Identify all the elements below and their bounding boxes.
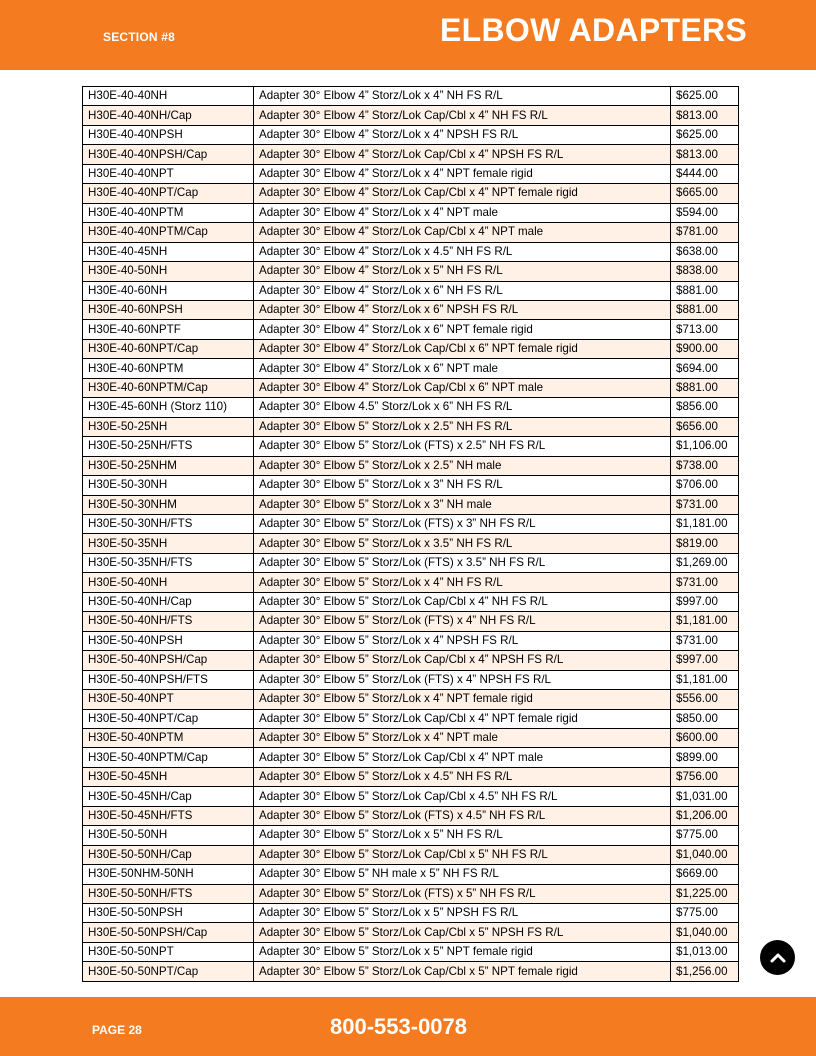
table-row [83, 164, 739, 183]
part-number-cell: H30E-50-50NPSH/Cap [83, 923, 254, 942]
description-cell: Adapter 30° Elbow 5” Storz/Lok x 4” NH FS R/L [254, 573, 671, 592]
description-cell: Adapter 30° Elbow 5” Storz/Lok Cap/Cbl x 4” NPT female rigid [254, 709, 671, 728]
part-number-cell: H30E-50NHM-50NH [83, 865, 254, 884]
price-cell: $781.00 [671, 223, 739, 242]
price-cell: $813.00 [671, 145, 739, 164]
price-cell: $881.00 [671, 300, 739, 319]
table-row [83, 865, 739, 884]
description-cell: Adapter 30° Elbow 5” Storz/Lok x 3” NH FS R/L [254, 476, 671, 495]
part-number-cell: H30E-45-60NH (Storz 110) [83, 398, 254, 417]
description-cell: Adapter 30° Elbow 4” Storz/Lok Cap/Cbl x 4” NPT female rigid [254, 184, 671, 203]
part-number-cell: H30E-50-25NHM [83, 456, 254, 475]
price-cell: $1,269.00 [671, 553, 739, 572]
description-cell: Adapter 30° Elbow 5” Storz/Lok x 4” NPSH FS R/L [254, 631, 671, 650]
price-cell: $669.00 [671, 865, 739, 884]
part-number-cell: H30E-50-50NH/FTS [83, 884, 254, 903]
part-number-cell: H30E-40-60NPT/Cap [83, 339, 254, 358]
price-cell: $838.00 [671, 262, 739, 281]
part-number-cell: H30E-40-40NPT/Cap [83, 184, 254, 203]
price-table-body [83, 87, 739, 982]
price-cell: $594.00 [671, 203, 739, 222]
price-cell: $1,040.00 [671, 845, 739, 864]
description-cell: Adapter 30° Elbow 4” Storz/Lok x 4” NH FS R/L [254, 87, 671, 106]
part-number-cell: H30E-50-35NH/FTS [83, 553, 254, 572]
description-cell: Adapter 30° Elbow 5” Storz/Lok Cap/Cbl x 4” NPT male [254, 748, 671, 767]
description-cell: Adapter 30° Elbow 5” Storz/Lok Cap/Cbl x 5” NH FS R/L [254, 845, 671, 864]
table-row [83, 514, 739, 533]
price-cell: $600.00 [671, 728, 739, 747]
description-cell: Adapter 30° Elbow 4” Storz/Lok x 4” NPT female rigid [254, 164, 671, 183]
part-number-cell: H30E-50-40NH [83, 573, 254, 592]
description-cell: Adapter 30° Elbow 5” Storz/Lok x 4” NPT male [254, 728, 671, 747]
table-row [83, 534, 739, 553]
part-number-cell: H30E-50-45NH [83, 767, 254, 786]
price-cell: $731.00 [671, 631, 739, 650]
price-cell: $997.00 [671, 592, 739, 611]
table-row [83, 476, 739, 495]
table-row [83, 553, 739, 572]
table-row [83, 242, 739, 261]
part-number-cell: H30E-50-45NH/Cap [83, 787, 254, 806]
price-cell: $1,181.00 [671, 514, 739, 533]
price-cell: $1,040.00 [671, 923, 739, 942]
part-number-cell: H30E-40-40NPSH/Cap [83, 145, 254, 164]
description-cell: Adapter 30° Elbow 5” Storz/Lok (FTS) x 3” NH FS R/L [254, 514, 671, 533]
table-row [83, 573, 739, 592]
part-number-cell: H30E-50-40NPTM/Cap [83, 748, 254, 767]
part-number-cell: H30E-50-50NPSH [83, 904, 254, 923]
scroll-to-top-button[interactable] [760, 940, 795, 975]
price-cell: $819.00 [671, 534, 739, 553]
table-row [83, 184, 739, 203]
price-table-container [82, 86, 739, 982]
description-cell: Adapter 30° Elbow 4” Storz/Lok Cap/Cbl x 4” NPT male [254, 223, 671, 242]
part-number-cell: H30E-50-50NPT [83, 942, 254, 961]
price-cell: $625.00 [671, 87, 739, 106]
page-footer [0, 997, 816, 1056]
part-number-cell: H30E-40-40NPTM/Cap [83, 223, 254, 242]
table-row [83, 398, 739, 417]
description-cell: Adapter 30° Elbow 5” Storz/Lok x 5” NPT female rigid [254, 942, 671, 961]
section-label: SECTION #8 [103, 30, 176, 44]
table-row [83, 592, 739, 611]
description-cell: Adapter 30° Elbow 5” Storz/Lok x 2.5” NH male [254, 456, 671, 475]
description-cell: Adapter 30° Elbow 5” Storz/Lok (FTS) x 4.5” NH FS R/L [254, 806, 671, 825]
description-cell: Adapter 30° Elbow 5” Storz/Lok (FTS) x 2.5” NH FS R/L [254, 437, 671, 456]
part-number-cell: H30E-50-30NHM [83, 495, 254, 514]
description-cell: Adapter 30° Elbow 4.5” Storz/Lok x 6” NH FS R/L [254, 398, 671, 417]
price-cell: $706.00 [671, 476, 739, 495]
table-row [83, 203, 739, 222]
price-cell: $775.00 [671, 904, 739, 923]
price-cell: $1,256.00 [671, 962, 739, 981]
part-number-cell: H30E-50-40NH/FTS [83, 612, 254, 631]
table-row [83, 845, 739, 864]
part-number-cell: H30E-50-30NH [83, 476, 254, 495]
price-cell: $731.00 [671, 573, 739, 592]
price-cell: $731.00 [671, 495, 739, 514]
price-cell: $444.00 [671, 164, 739, 183]
table-row [83, 767, 739, 786]
part-number-cell: H30E-40-40NPTM [83, 203, 254, 222]
price-cell: $850.00 [671, 709, 739, 728]
part-number-cell: H30E-50-40NPTM [83, 728, 254, 747]
description-cell: Adapter 30° Elbow 5” Storz/Lok Cap/Cbl x 4.5” NH FS R/L [254, 787, 671, 806]
table-row [83, 359, 739, 378]
part-number-cell: H30E-40-60NH [83, 281, 254, 300]
price-cell: $638.00 [671, 242, 739, 261]
price-cell: $775.00 [671, 826, 739, 845]
price-cell: $656.00 [671, 417, 739, 436]
table-row [83, 125, 739, 144]
part-number-cell: H30E-50-45NH/FTS [83, 806, 254, 825]
description-cell: Adapter 30° Elbow 5” Storz/Lok (FTS) x 5” NH FS R/L [254, 884, 671, 903]
page-number: PAGE 28 [92, 1023, 142, 1037]
price-cell: $900.00 [671, 339, 739, 358]
description-cell: Adapter 30° Elbow 4” Storz/Lok Cap/Cbl x 4” NH FS R/L [254, 106, 671, 125]
price-cell: $1,225.00 [671, 884, 739, 903]
price-cell: $856.00 [671, 398, 739, 417]
price-cell: $665.00 [671, 184, 739, 203]
table-row [83, 923, 739, 942]
description-cell: Adapter 30° Elbow 4” Storz/Lok x 4” NPSH FS R/L [254, 125, 671, 144]
part-number-cell: H30E-40-60NPSH [83, 300, 254, 319]
price-cell: $556.00 [671, 690, 739, 709]
description-cell: Adapter 30° Elbow 4” Storz/Lok Cap/Cbl x 6” NPT female rigid [254, 339, 671, 358]
table-row [83, 339, 739, 358]
part-number-cell: H30E-50-25NH/FTS [83, 437, 254, 456]
description-cell: Adapter 30° Elbow 5” Storz/Lok (FTS) x 3.5” NH FS R/L [254, 553, 671, 572]
table-row [83, 87, 739, 106]
table-row [83, 106, 739, 125]
table-row [83, 417, 739, 436]
description-cell: Adapter 30° Elbow 5” Storz/Lok x 3.5” NH FS R/L [254, 534, 671, 553]
page-header [0, 0, 816, 70]
description-cell: Adapter 30° Elbow 5” Storz/Lok x 3” NH male [254, 495, 671, 514]
price-cell: $1,206.00 [671, 806, 739, 825]
table-row [83, 690, 739, 709]
table-row [83, 456, 739, 475]
part-number-cell: H30E-50-40NPT [83, 690, 254, 709]
description-cell: Adapter 30° Elbow 4” Storz/Lok Cap/Cbl x 4” NPSH FS R/L [254, 145, 671, 164]
part-number-cell: H30E-50-50NPT/Cap [83, 962, 254, 981]
price-cell: $1,106.00 [671, 437, 739, 456]
table-row [83, 826, 739, 845]
table-row [83, 495, 739, 514]
table-row [83, 281, 739, 300]
part-number-cell: H30E-50-35NH [83, 534, 254, 553]
price-cell: $997.00 [671, 651, 739, 670]
table-row [83, 145, 739, 164]
description-cell: Adapter 30° Elbow 5” Storz/Lok x 4.5” NH FS R/L [254, 767, 671, 786]
part-number-cell: H30E-50-50NH/Cap [83, 845, 254, 864]
part-number-cell: H30E-40-45NH [83, 242, 254, 261]
description-cell: Adapter 30° Elbow 4” Storz/Lok x 4.5” NH FS R/L [254, 242, 671, 261]
table-row [83, 748, 739, 767]
price-cell: $625.00 [671, 125, 739, 144]
phone-number: 800-553-0078 [330, 1014, 468, 1039]
description-cell: Adapter 30° Elbow 4” Storz/Lok Cap/Cbl x 6” NPT male [254, 378, 671, 397]
table-row [83, 962, 739, 981]
table-row [83, 806, 739, 825]
description-cell: Adapter 30° Elbow 5” Storz/Lok x 4” NPT female rigid [254, 690, 671, 709]
table-row [83, 437, 739, 456]
description-cell: Adapter 30° Elbow 4” Storz/Lok x 6” NH FS R/L [254, 281, 671, 300]
chevron-up-icon [768, 948, 788, 968]
table-row [83, 262, 739, 281]
price-cell: $813.00 [671, 106, 739, 125]
part-number-cell: H30E-40-40NPT [83, 164, 254, 183]
price-cell: $881.00 [671, 378, 739, 397]
part-number-cell: H30E-40-50NH [83, 262, 254, 281]
part-number-cell: H30E-40-60NPTM/Cap [83, 378, 254, 397]
price-cell: $1,013.00 [671, 942, 739, 961]
part-number-cell: H30E-50-40NPT/Cap [83, 709, 254, 728]
table-row [83, 378, 739, 397]
part-number-cell: H30E-40-40NH/Cap [83, 106, 254, 125]
part-number-cell: H30E-50-40NH/Cap [83, 592, 254, 611]
price-cell: $694.00 [671, 359, 739, 378]
table-row [83, 320, 739, 339]
table-row [83, 631, 739, 650]
description-cell: Adapter 30° Elbow 4” Storz/Lok x 5” NH FS R/L [254, 262, 671, 281]
part-number-cell: H30E-40-40NH [83, 87, 254, 106]
price-cell: $713.00 [671, 320, 739, 339]
table-row [83, 942, 739, 961]
description-cell: Adapter 30° Elbow 5” Storz/Lok Cap/Cbl x 5” NPT female rigid [254, 962, 671, 981]
part-number-cell: H30E-50-40NPSH/Cap [83, 651, 254, 670]
description-cell: Adapter 30° Elbow 5” Storz/Lok x 5” NH FS R/L [254, 826, 671, 845]
description-cell: Adapter 30° Elbow 5” Storz/Lok (FTS) x 4” NPSH FS R/L [254, 670, 671, 689]
table-row [83, 904, 739, 923]
table-row [83, 223, 739, 242]
description-cell: Adapter 30° Elbow 4” Storz/Lok x 6” NPSH FS R/L [254, 300, 671, 319]
description-cell: Adapter 30° Elbow 4” Storz/Lok x 6” NPT male [254, 359, 671, 378]
price-cell: $899.00 [671, 748, 739, 767]
description-cell: Adapter 30° Elbow 5” Storz/Lok Cap/Cbl x 5” NPSH FS R/L [254, 923, 671, 942]
price-cell: $1,031.00 [671, 787, 739, 806]
part-number-cell: H30E-50-50NH [83, 826, 254, 845]
table-row [83, 651, 739, 670]
price-cell: $738.00 [671, 456, 739, 475]
table-row [83, 709, 739, 728]
table-row [83, 787, 739, 806]
table-row [83, 300, 739, 319]
price-cell: $1,181.00 [671, 612, 739, 631]
part-number-cell: H30E-50-40NPSH/FTS [83, 670, 254, 689]
part-number-cell: H30E-40-60NPTM [83, 359, 254, 378]
part-number-cell: H30E-50-30NH/FTS [83, 514, 254, 533]
description-cell: Adapter 30° Elbow 5” NH male x 5” NH FS R/L [254, 865, 671, 884]
part-number-cell: H30E-40-40NPSH [83, 125, 254, 144]
part-number-cell: H30E-40-60NPTF [83, 320, 254, 339]
table-row [83, 728, 739, 747]
page-title: ELBOW ADAPTERS [440, 12, 748, 48]
part-number-cell: H30E-50-40NPSH [83, 631, 254, 650]
price-table [82, 86, 739, 982]
price-cell: $756.00 [671, 767, 739, 786]
part-number-cell: H30E-50-25NH [83, 417, 254, 436]
description-cell: Adapter 30° Elbow 4” Storz/Lok x 6” NPT female rigid [254, 320, 671, 339]
description-cell: Adapter 30° Elbow 4” Storz/Lok x 4” NPT male [254, 203, 671, 222]
description-cell: Adapter 30° Elbow 5” Storz/Lok x 2.5” NH FS R/L [254, 417, 671, 436]
description-cell: Adapter 30° Elbow 5” Storz/Lok Cap/Cbl x 4” NPSH FS R/L [254, 651, 671, 670]
description-cell: Adapter 30° Elbow 5” Storz/Lok Cap/Cbl x 4” NH FS R/L [254, 592, 671, 611]
price-cell: $1,181.00 [671, 670, 739, 689]
table-row [83, 670, 739, 689]
description-cell: Adapter 30° Elbow 5” Storz/Lok x 5” NPSH FS R/L [254, 904, 671, 923]
price-cell: $881.00 [671, 281, 739, 300]
description-cell: Adapter 30° Elbow 5” Storz/Lok (FTS) x 4” NH FS R/L [254, 612, 671, 631]
table-row [83, 612, 739, 631]
table-row [83, 884, 739, 903]
